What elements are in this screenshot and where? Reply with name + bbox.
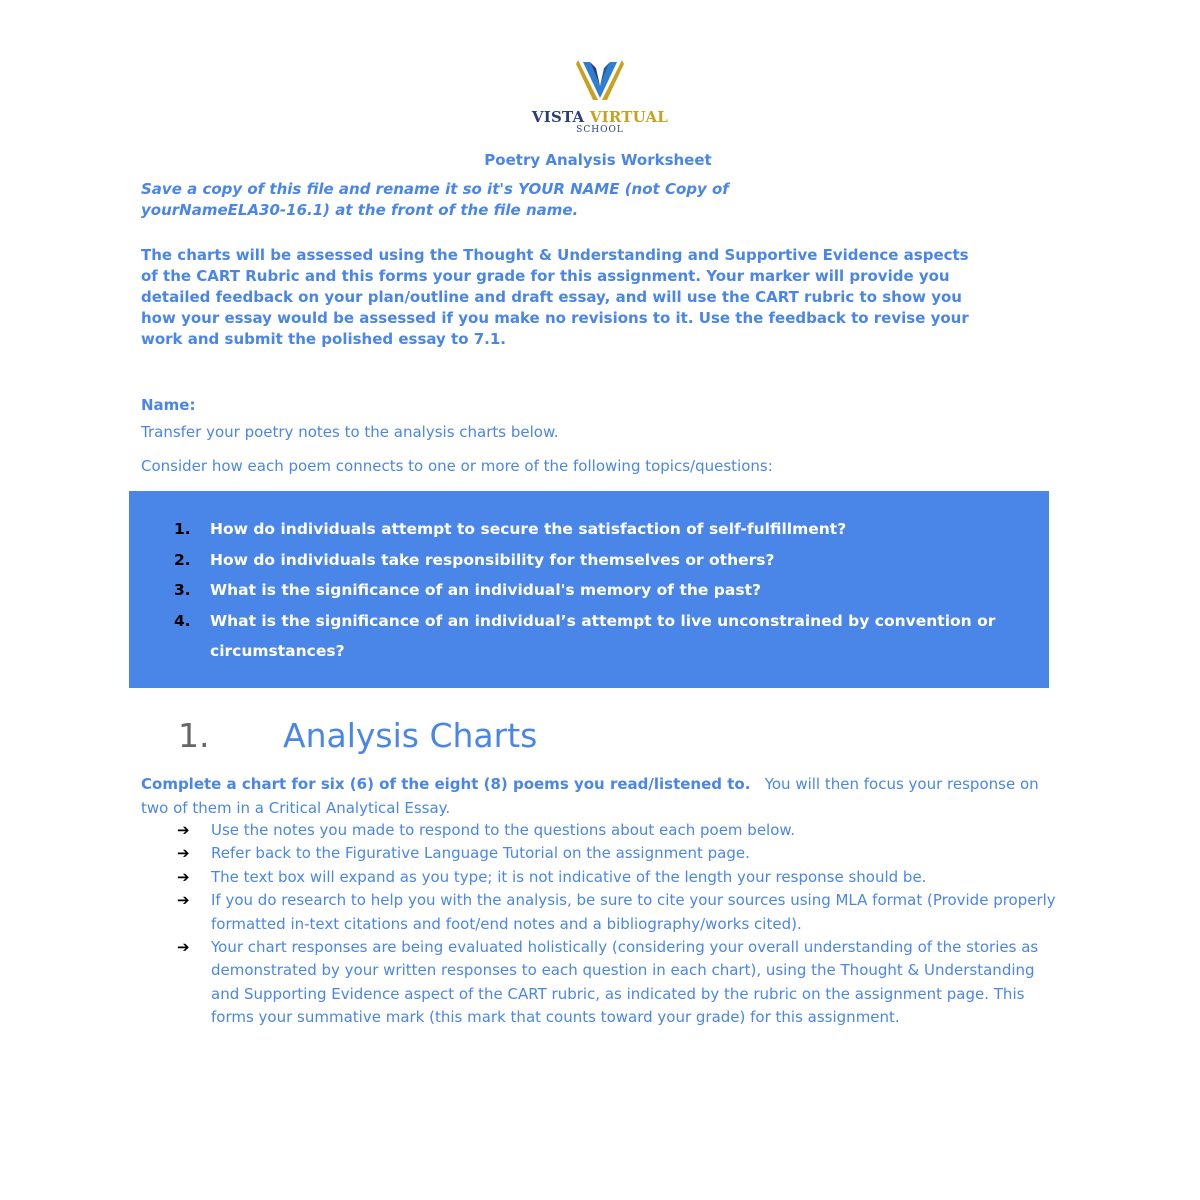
bullet-text: If you do research to help you with the analysis, be sure to cite your sources using MLA format (Provide properly formatted in-text citations and foot/end notes and a bibliography/works cited). [211, 891, 1056, 933]
section-number: 1. [178, 716, 210, 755]
bullet-text: Use the notes you made to respond to the questions about each poem below. [211, 821, 796, 839]
logo-vista-text: VISTA [531, 108, 585, 126]
bullet-item [177, 936, 1062, 1030]
vista-v-icon [576, 58, 624, 102]
question-text: How do individuals take responsibility for themselves or others? [210, 550, 775, 569]
logo-virtual-text: VIRTUAL [589, 108, 669, 126]
assessment-note: The charts will be assessed using the Thought & Understanding and Supportive Evidence aspects of the CART Rubric and this forms your grade for this assignment. Your marker will provide you detailed feedback on your plan/outline and draft essay, and will use the CART rubric to show you how your essay would be assessed if you make no revisions to it. Use the feedback to revise your work and submit the polished essay to 7.1. [141, 246, 969, 348]
section-heading [178, 716, 537, 755]
bullet-text: The text box will expand as you type; it is not indicative of the length your response should be. [211, 867, 927, 886]
bullet-item [177, 889, 1062, 936]
questions-list [174, 514, 1024, 667]
bullet-item [177, 819, 1062, 842]
question-item [174, 575, 1024, 606]
transfer-instruction: Transfer your poetry notes to the analysis charts below. [141, 423, 559, 441]
arrow-bullet-icon: ➔ [177, 938, 190, 957]
question-number: 3. [174, 581, 191, 599]
save-instructions: Save a copy of this file and rename it so it's YOUR NAME (not Copy of yourNameELA30-16.1) at the front of the file name. [141, 180, 729, 219]
bullet-text: Refer back to the Figurative Language Tutorial on the assignment page. [211, 844, 750, 863]
consider-instruction: Consider how each poem connects to one or more of the following topics/questions: [141, 457, 773, 475]
question-number: 2. [174, 550, 191, 569]
bullet-item [177, 866, 1062, 889]
question-text: What is the significance of an individual’s attempt to live unconstrained by convention or circumstances? [210, 611, 996, 660]
name-label: Name: [141, 396, 196, 414]
logo-wordmark [520, 108, 680, 126]
arrow-bullet-icon: ➔ [177, 867, 190, 886]
questions-box [129, 491, 1049, 688]
question-item [174, 514, 1024, 545]
section-title: Analysis Charts [283, 716, 538, 755]
question-number: 4. [174, 611, 191, 630]
instruction-bullets [177, 819, 1062, 1030]
page-title: Poetry Analysis Worksheet [484, 151, 712, 169]
arrow-bullet-icon: ➔ [177, 891, 190, 910]
complete-instruction [141, 772, 1044, 820]
question-text: What is the significance of an individual's memory of the past? [210, 581, 761, 599]
arrow-bullet-icon: ➔ [177, 844, 190, 863]
question-number: 1. [174, 520, 191, 538]
school-logo [520, 58, 680, 140]
question-text: How do individuals attempt to secure the satisfaction of self-fulfillment? [210, 520, 847, 538]
question-item [174, 545, 1024, 576]
arrow-bullet-icon: ➔ [177, 821, 190, 839]
bullet-item [177, 842, 1062, 865]
logo-school-text: SCHOOL [576, 125, 624, 135]
complete-instruction-rest: You will then focus your response on two of them in a Critical Analytical Essay. [141, 775, 1044, 817]
bullet-text: Your chart responses are being evaluated holistically (considering your overall understanding of the stories as demonstrated by your written responses to each question in each chart), using the Thought & Understanding and Supporting Evidence aspect of the CART rubric, as indicated by the rubric on the assignment page. This forms your summative mark (this mark that counts toward your grade) for this assignment. [211, 938, 1039, 1027]
complete-instruction-bold: Complete a chart for six (6) of the eight (8) poems you read/listened to. [141, 775, 751, 793]
question-item [174, 606, 1024, 667]
